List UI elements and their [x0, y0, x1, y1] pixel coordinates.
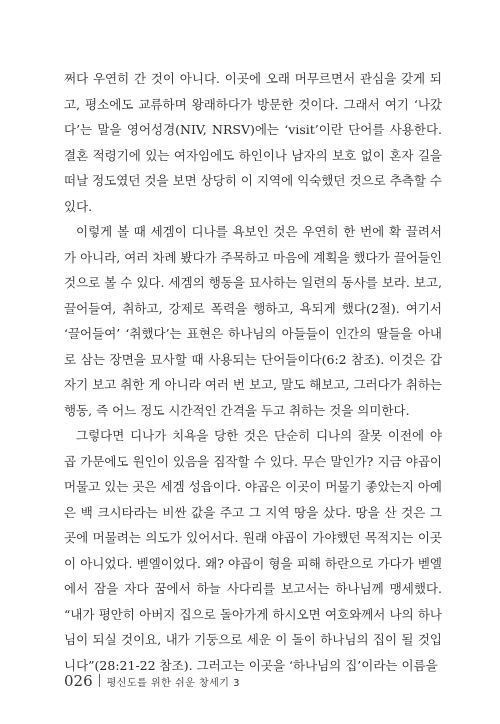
footer-divider	[99, 674, 100, 687]
text-line: 떠날 정도였던 것을 보면 상당히 이 지역에 익숙했던 것으로 추측할 수	[64, 173, 442, 188]
paragraph	[64, 219, 442, 423]
paragraph	[64, 423, 442, 678]
page-body	[64, 66, 442, 678]
text-line: 이렇게 볼 때 세겜이 디나를 욕보인 것은 우연히 한 번에 확 끌려서	[76, 224, 442, 239]
text-line: 에서 잠을 자다 꿈에서 하늘 사다리를 보고서는 하나님께 맹세했다.	[64, 581, 442, 596]
text-line: 머물고 있는 곳은 세겜 성읍이다. 야곱은 이곳이 머물기 좋았는지 아예	[64, 479, 442, 494]
page-number: 026	[64, 672, 93, 690]
text-line: 쩌다 우연히 간 것이 아니다. 이곳에 오래 머무르면서 관심을 갖게 되	[64, 71, 442, 86]
paragraph	[64, 66, 442, 219]
page-footer	[64, 672, 240, 690]
text-line: 끌어들여, 취하고, 강제로 폭력을 행하고, 욕되게 했다(2절). 여기서	[64, 300, 442, 316]
book-title: 평신도를 위한 쉬운 창세기 3	[106, 678, 240, 689]
text-line: 곳에 머물려는 의도가 있어서다. 원래 야곱이 가야했던 목적지는 이곳	[64, 530, 442, 545]
text-line: 자기 보고 취한 게 아니라 여러 번 보고, 말도 해보고, 그러다가 취하는	[64, 377, 442, 392]
text-line: 니다”(28:21-22 참조). 그러고는 이곳을 ‘하나님의 집’이라는 이름을	[64, 657, 438, 673]
text-line: 곱 가문에도 원인이 있음을 짐작할 수 있다. 무슨 말인가? 지금 야곱이	[64, 453, 442, 469]
text-line: ‘끌어들여’ ‘취했다’는 표현은 하나님의 아들들이 인간의 딸들을 아내	[64, 326, 442, 341]
text-line: 다’는 말을 영어성경(NIV, NRSV)에는 ‘visit’이란 단어를 사용한다.	[64, 122, 442, 137]
text-line: 행동, 즉 어느 정도 시간적인 간격을 두고 취하는 것을 의미한다.	[64, 402, 410, 418]
text-line: 고, 평소에도 교류하며 왕래하다가 방문한 것이다. 그래서 여기 ‘나갔	[64, 96, 442, 112]
text-line: 그렇다면 디나가 치욕을 당한 것은 단순히 디나의 잘못 이전에 야	[76, 428, 442, 443]
text-line: 결혼 적령기에 있는 여자임에도 하인이나 남자의 보호 없이 혼자 길을	[64, 147, 442, 163]
text-line: 있다.	[64, 198, 93, 214]
text-line: 것으로 볼 수 있다. 세겜의 행동을 묘사하는 일련의 동사를 보라. 보고,	[64, 275, 442, 290]
text-line: 이 아니었다. 벧엘이었다. 왜? 야곱이 형을 피해 하란으로 가다가 벧엘	[64, 555, 442, 571]
text-line: 가 아니라, 여러 차례 봤다가 주목하고 마음에 계획을 했다가 끌어들인	[64, 249, 442, 265]
text-body	[64, 66, 442, 678]
text-line: “내가 평안히 아버지 집으로 돌아가게 하시오면 여호와께서 나의 하나	[64, 606, 442, 622]
text-line: 은 백 크시타라는 비싼 값을 주고 그 지역 땅을 샀다. 땅을 산 것은 그	[64, 504, 442, 520]
text-line: 님이 되실 것이요, 내가 기둥으로 세운 이 돌이 하나님의 집이 될 것입	[64, 632, 442, 647]
text-line: 로 삼는 장면을 묘사할 때 사용되는 단어들이다(6:2 참조). 이것은 갑	[64, 351, 442, 367]
